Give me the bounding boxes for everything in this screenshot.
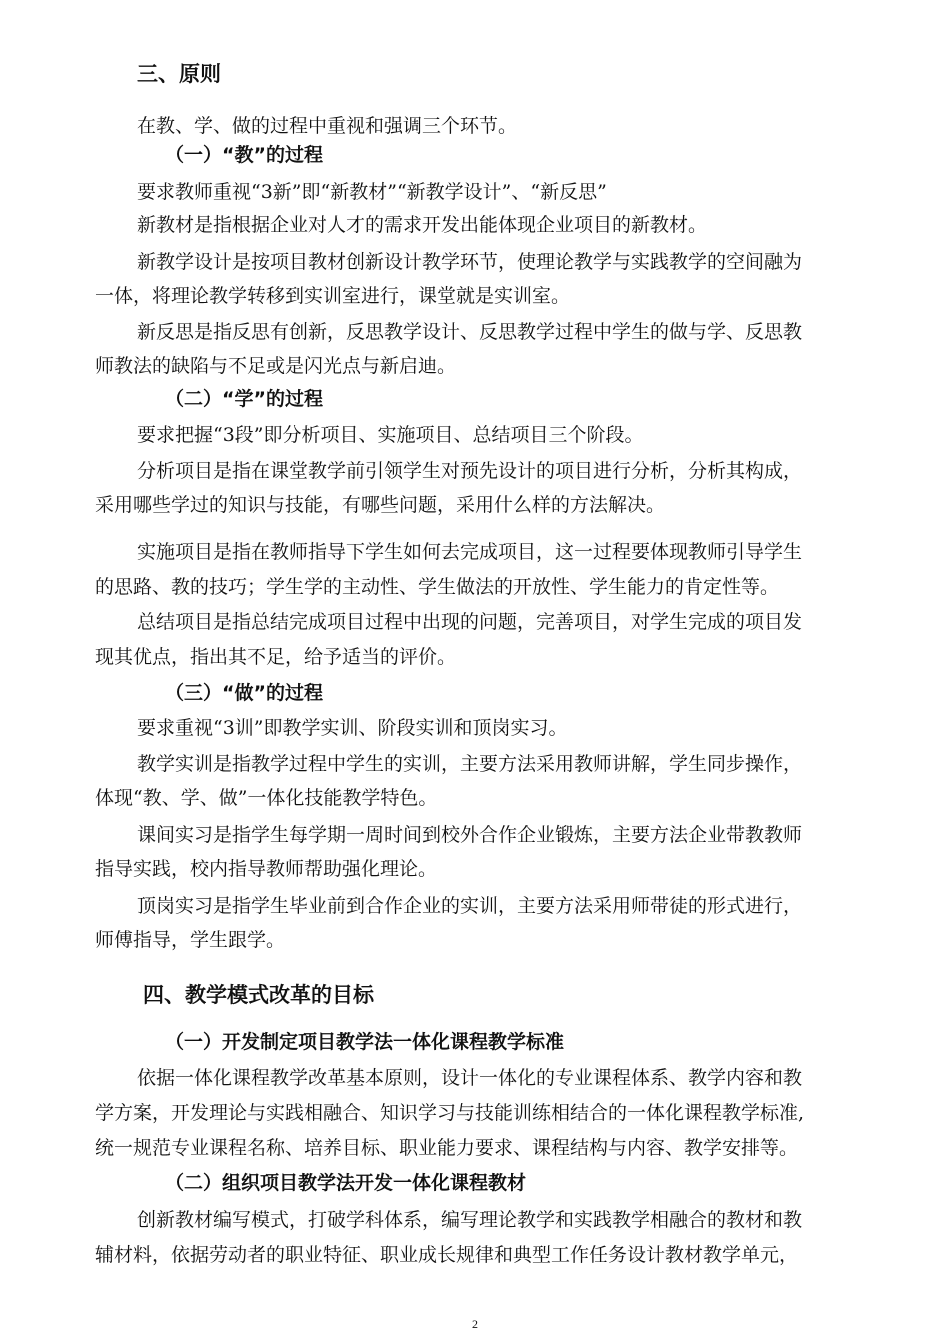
paragraph-line: 采用哪些学过的知识与技能，有哪些问题，采用什么样的方法解决。	[95, 494, 666, 516]
paragraph-line: 师教法的缺陷与不足或是闪光点与新启迪。	[95, 355, 457, 377]
paragraph-line: 新教学设计是按项目教材创新设计教学环节，使理论教学与实践教学的空间融为	[137, 251, 803, 273]
paragraph-line: 要求重视“3训”即教学实训、阶段实训和顶岗实习。	[137, 717, 568, 739]
paragraph-line: 一体，将理论教学转移到实训室进行，课堂就是实训室。	[95, 285, 571, 307]
paragraph-line: 分析项目是指在课堂教学前引领学生对预先设计的项目进行分析，分析其构成，	[137, 460, 803, 482]
paragraph-line: 课间实习是指学生每学期一周时间到校外合作企业锻炼，主要方法企业带教教师	[137, 824, 803, 846]
paragraph-line: 依据一体化课程教学改革基本原则，设计一体化的专业课程体系、教学内容和教	[137, 1067, 803, 1089]
section-heading-principles: 三、原则	[137, 62, 221, 86]
section-heading-reform-goals: 四、教学模式改革的目标	[143, 983, 374, 1007]
paragraph-line: 学方案，开发理论与实践相融合、知识学习与技能训练相结合的一体化课程教学标准,	[95, 1102, 805, 1124]
paragraph-line: 在教、学、做的过程中重视和强调三个环节。	[137, 115, 518, 137]
paragraph-line: 总结项目是指总结完成项目过程中出现的问题，完善项目，对学生完成的项目发	[137, 611, 803, 633]
subheading-learn: （二）“学”的过程	[165, 388, 323, 410]
paragraph-line: 新教材是指根据企业对人才的需求开发出能体现企业项目的新教材。	[137, 214, 708, 236]
paragraph-line: 新反思是指反思有创新，反思教学设计、反思教学过程中学生的做与学、反思教	[137, 321, 803, 343]
paragraph-line: 统一规范专业课程名称、培养目标、职业能力要求、课程结构与内容、教学安排等。	[95, 1137, 799, 1159]
paragraph-line: 教学实训是指教学过程中学生的实训，主要方法采用教师讲解，学生同步操作，	[137, 753, 803, 775]
paragraph-line: 要求把握“3段”即分析项目、实施项目、总结项目三个阶段。	[137, 424, 644, 446]
paragraph-line: 辅材料，依据劳动者的职业特征、职业成长规律和典型工作任务设计教材教学单元，	[95, 1244, 799, 1266]
subheading-curriculum-standard: （一）开发制定项目教学法一体化课程教学标准	[165, 1031, 565, 1053]
paragraph-line: 体现“教、学、做”一体化技能教学特色。	[95, 787, 438, 809]
subheading-do: （三）“做”的过程	[165, 682, 323, 704]
paragraph-line: 师傅指导，学生跟学。	[95, 929, 286, 951]
page-number: 2	[472, 1317, 478, 1331]
paragraph-line: 创新教材编写模式，打破学科体系，编写理论教学和实践教学相融合的教材和教	[137, 1209, 803, 1231]
subheading-textbook: （二）组织项目教学法开发一体化课程教材	[165, 1172, 527, 1194]
paragraph-line: 要求教师重视“3新”即“新教材”“新教学设计”、“新反思”	[137, 181, 607, 203]
paragraph-line: 顶岗实习是指学生毕业前到合作企业的实训，主要方法采用师带徒的形式进行，	[137, 895, 803, 917]
subheading-teach: （一）“教”的过程	[165, 144, 323, 166]
paragraph-line: 指导实践，校内指导教师帮助强化理论。	[95, 858, 438, 880]
paragraph-line: 现其优点，指出其不足，给予适当的评价。	[95, 646, 457, 668]
paragraph-line: 实施项目是指在教师指导下学生如何去完成项目，这一过程要体现教师引导学生	[137, 541, 803, 563]
paragraph-line: 的思路、教的技巧；学生学的主动性、学生做法的开放性、学生能力的肯定性等。	[95, 576, 780, 598]
